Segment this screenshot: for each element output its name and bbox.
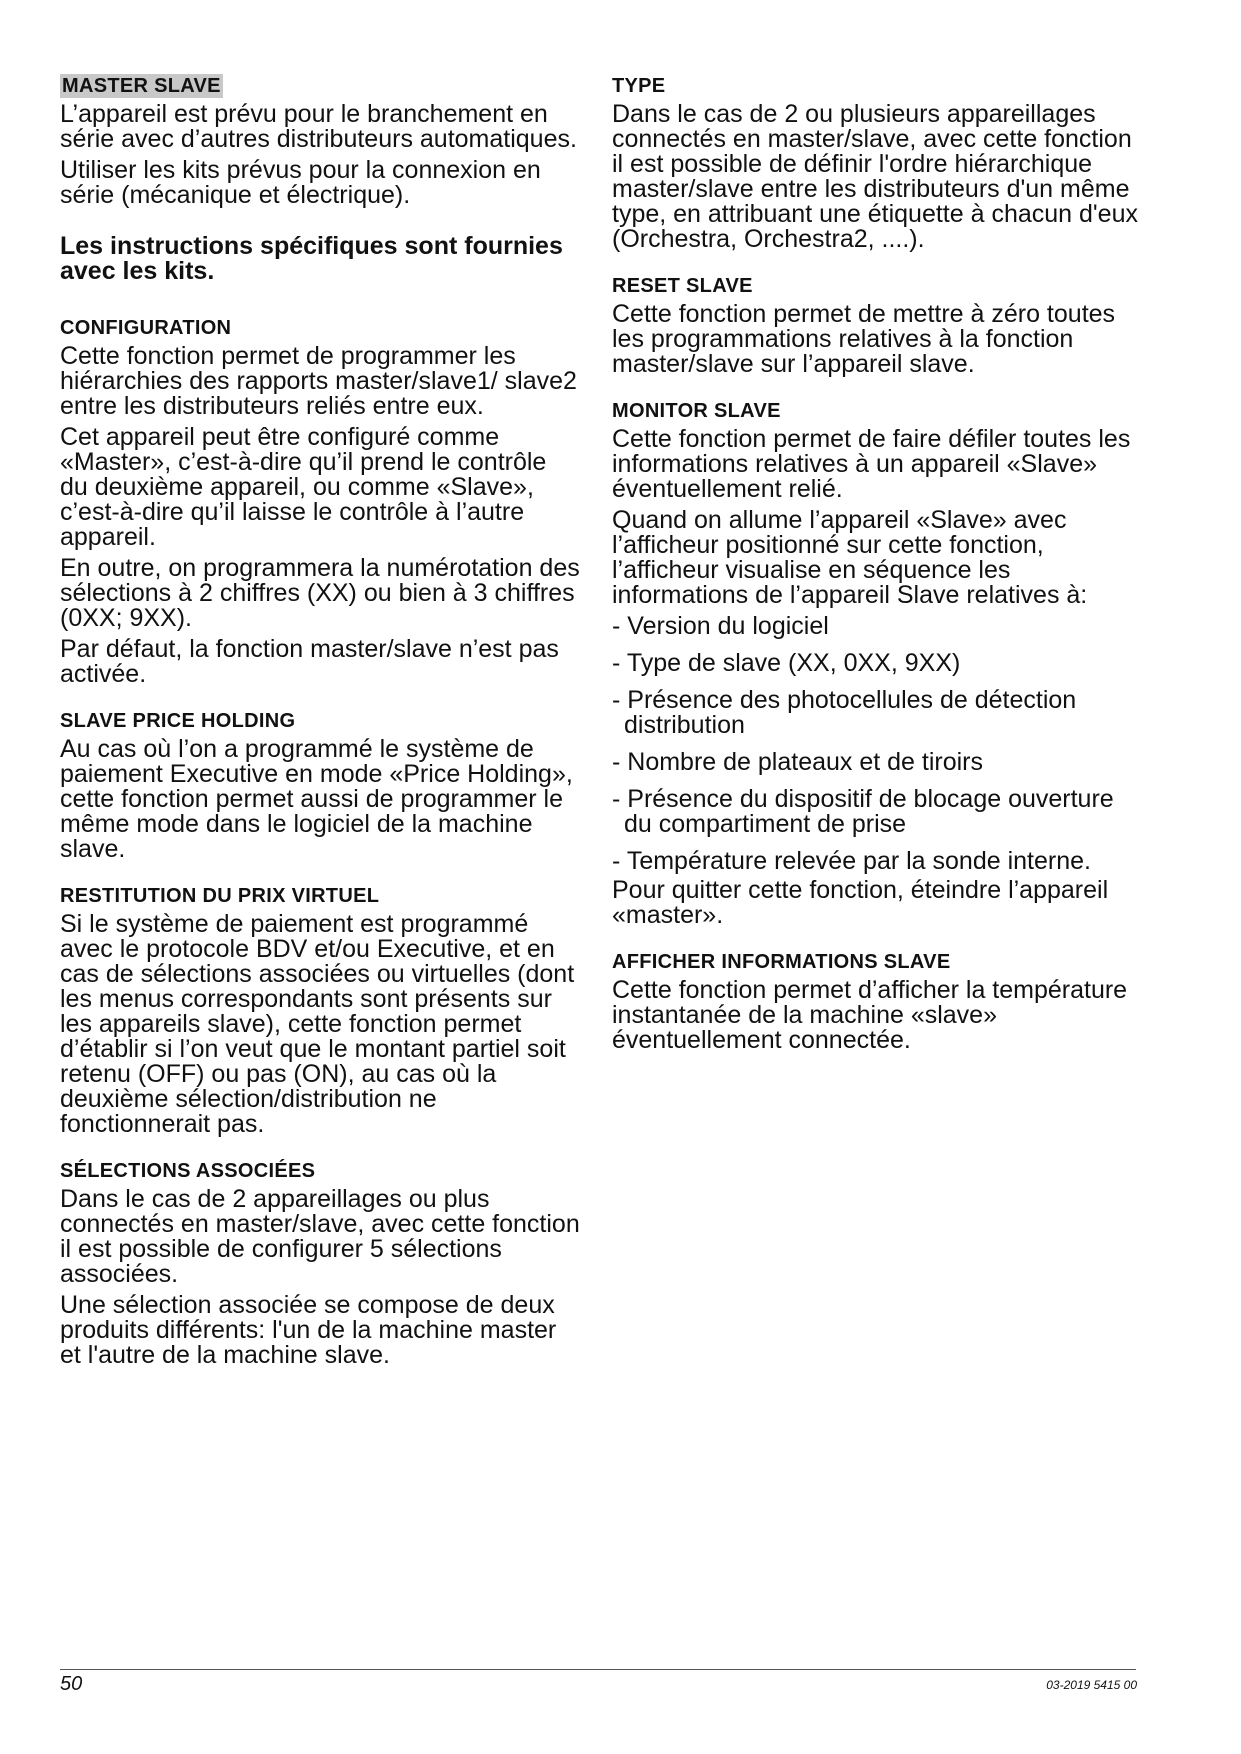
page-number: 50: [60, 1673, 83, 1695]
section-master-slave: [60, 74, 580, 284]
paragraph: Cette fonction permet de mettre à zéro toutes les programmations relatives à la fonction master/slave sur l’appareil slave.: [612, 300, 1116, 378]
section-heading-selections-associees: SÉLECTIONS ASSOCIÉES: [60, 1160, 316, 1182]
paragraph: Quand on allume l’appareil «Slave» avec l’afficheur positionné sur cette fonction, l’afficheur visualise en séquence les informations de l’appareil Slave relatives à:: [612, 506, 1088, 609]
list-item: - Type de slave (XX, 0XX, 9XX): [612, 649, 961, 677]
paragraph: Cette fonction permet d’afficher la température instantanée de la machine «slave» éventuellement connectée.: [612, 976, 1128, 1054]
list-item: - Présence du dispositif de blocage ouverture du compartiment de prise: [612, 785, 1114, 838]
list-item: - Température relevée par la sonde interne.: [612, 847, 1091, 875]
section-selections-associees: [60, 1159, 580, 1368]
section-monitor-slave: [612, 399, 1142, 928]
section-heading-afficher-informations: AFFICHER INFORMATIONS SLAVE: [612, 951, 951, 973]
section-type: [612, 74, 1142, 252]
footer-rule: [60, 1669, 1136, 1670]
section-heading-master-slave: MASTER SLAVE: [62, 75, 221, 97]
paragraph: Au cas où l’on a programmé le système de paiement Executive en mode «Price Holding», cette fonction permet aussi de programmer le même mode dans le logiciel de la machine slave.: [60, 735, 573, 863]
document-reference: 03-2019 5415 00: [1046, 1678, 1137, 1692]
section-heading-configuration: CONFIGURATION: [60, 317, 232, 339]
section-reset-slave: [612, 274, 1142, 377]
paragraph: Pour quitter cette fonction, éteindre l’appareil «master».: [612, 876, 1109, 929]
paragraph: En outre, on programmera la numérotation des sélections à 2 chiffres (XX) ou bien à 3 chiffres (0XX; 9XX).: [60, 554, 580, 632]
section-heading-monitor-slave: MONITOR SLAVE: [612, 400, 781, 422]
slave-info-list: [612, 614, 1142, 874]
right-column: [612, 74, 1142, 1075]
section-afficher-informations-slave: [612, 950, 1142, 1053]
paragraph: Dans le cas de 2 appareillages ou plus connectés en master/slave, avec cette fonction il est possible de configurer 5 sélections associées.: [60, 1185, 580, 1288]
section-slave-price-holding: [60, 709, 580, 862]
section-heading-restitution: RESTITUTION DU PRIX VIRTUEL: [60, 885, 380, 907]
left-column: [60, 74, 580, 1390]
paragraph: Cette fonction permet de programmer les hiérarchies des rapports master/slave1/ slave2 entre les distributeurs reliés entre eux.: [60, 342, 577, 420]
paragraph: Utiliser les kits prévus pour la connexion en série (mécanique et électrique).: [60, 156, 541, 209]
section-heading-type: TYPE: [612, 75, 666, 97]
kits-note: Les instructions spécifiques sont fournies avec les kits.: [60, 232, 563, 285]
section-heading-slave-price-holding: SLAVE PRICE HOLDING: [60, 710, 296, 732]
paragraph: Si le système de paiement est programmé avec le protocole BDV et/ou Executive, et en cas de sélections associées ou virtuelles (dont les menus correspondants sont présents sur les appareils slave), cette fonction permet d’établir si l’on veut que le montant partiel soit retenu (OFF) ou pas (ON), au cas où la deuxième sélection/distribution ne fonctionnerait pas.: [60, 910, 575, 1138]
section-heading-reset-slave: RESET SLAVE: [612, 275, 753, 297]
paragraph: L’appareil est prévu pour le branchement en série avec d’autres distributeurs automatiques.: [60, 100, 577, 153]
section-configuration: [60, 316, 580, 687]
paragraph: Par défaut, la fonction master/slave n’est pas activée.: [60, 635, 559, 688]
section-restitution-prix-virtuel: [60, 884, 580, 1137]
list-item: - Version du logiciel: [612, 612, 829, 640]
paragraph: Une sélection associée se compose de deux produits différents: l'un de la machine master et l'autre de la machine slave.: [60, 1291, 557, 1369]
paragraph: Cet appareil peut être configuré comme «Master», c’est-à-dire qu’il prend le contrôle du deuxième appareil, ou comme «Slave», c’est-à-dire qu’il laisse le contrôle à l’autre appareil.: [60, 423, 547, 551]
list-item: - Présence des photocellules de détection distribution: [612, 686, 1077, 739]
list-item: - Nombre de plateaux et de tiroirs: [612, 748, 984, 776]
paragraph: Cette fonction permet de faire défiler toutes les informations relatives à un appareil «Slave» éventuellement relié.: [612, 425, 1131, 503]
paragraph: Dans le cas de 2 ou plusieurs appareillages connectés en master/slave, avec cette fonction il est possible de définir l'ordre hiérarchique master/slave entre les distributeurs d'un même type, en attribuant une étiquette à chacun d'eux (Orchestra, Orchestra2, ....).: [612, 100, 1138, 253]
